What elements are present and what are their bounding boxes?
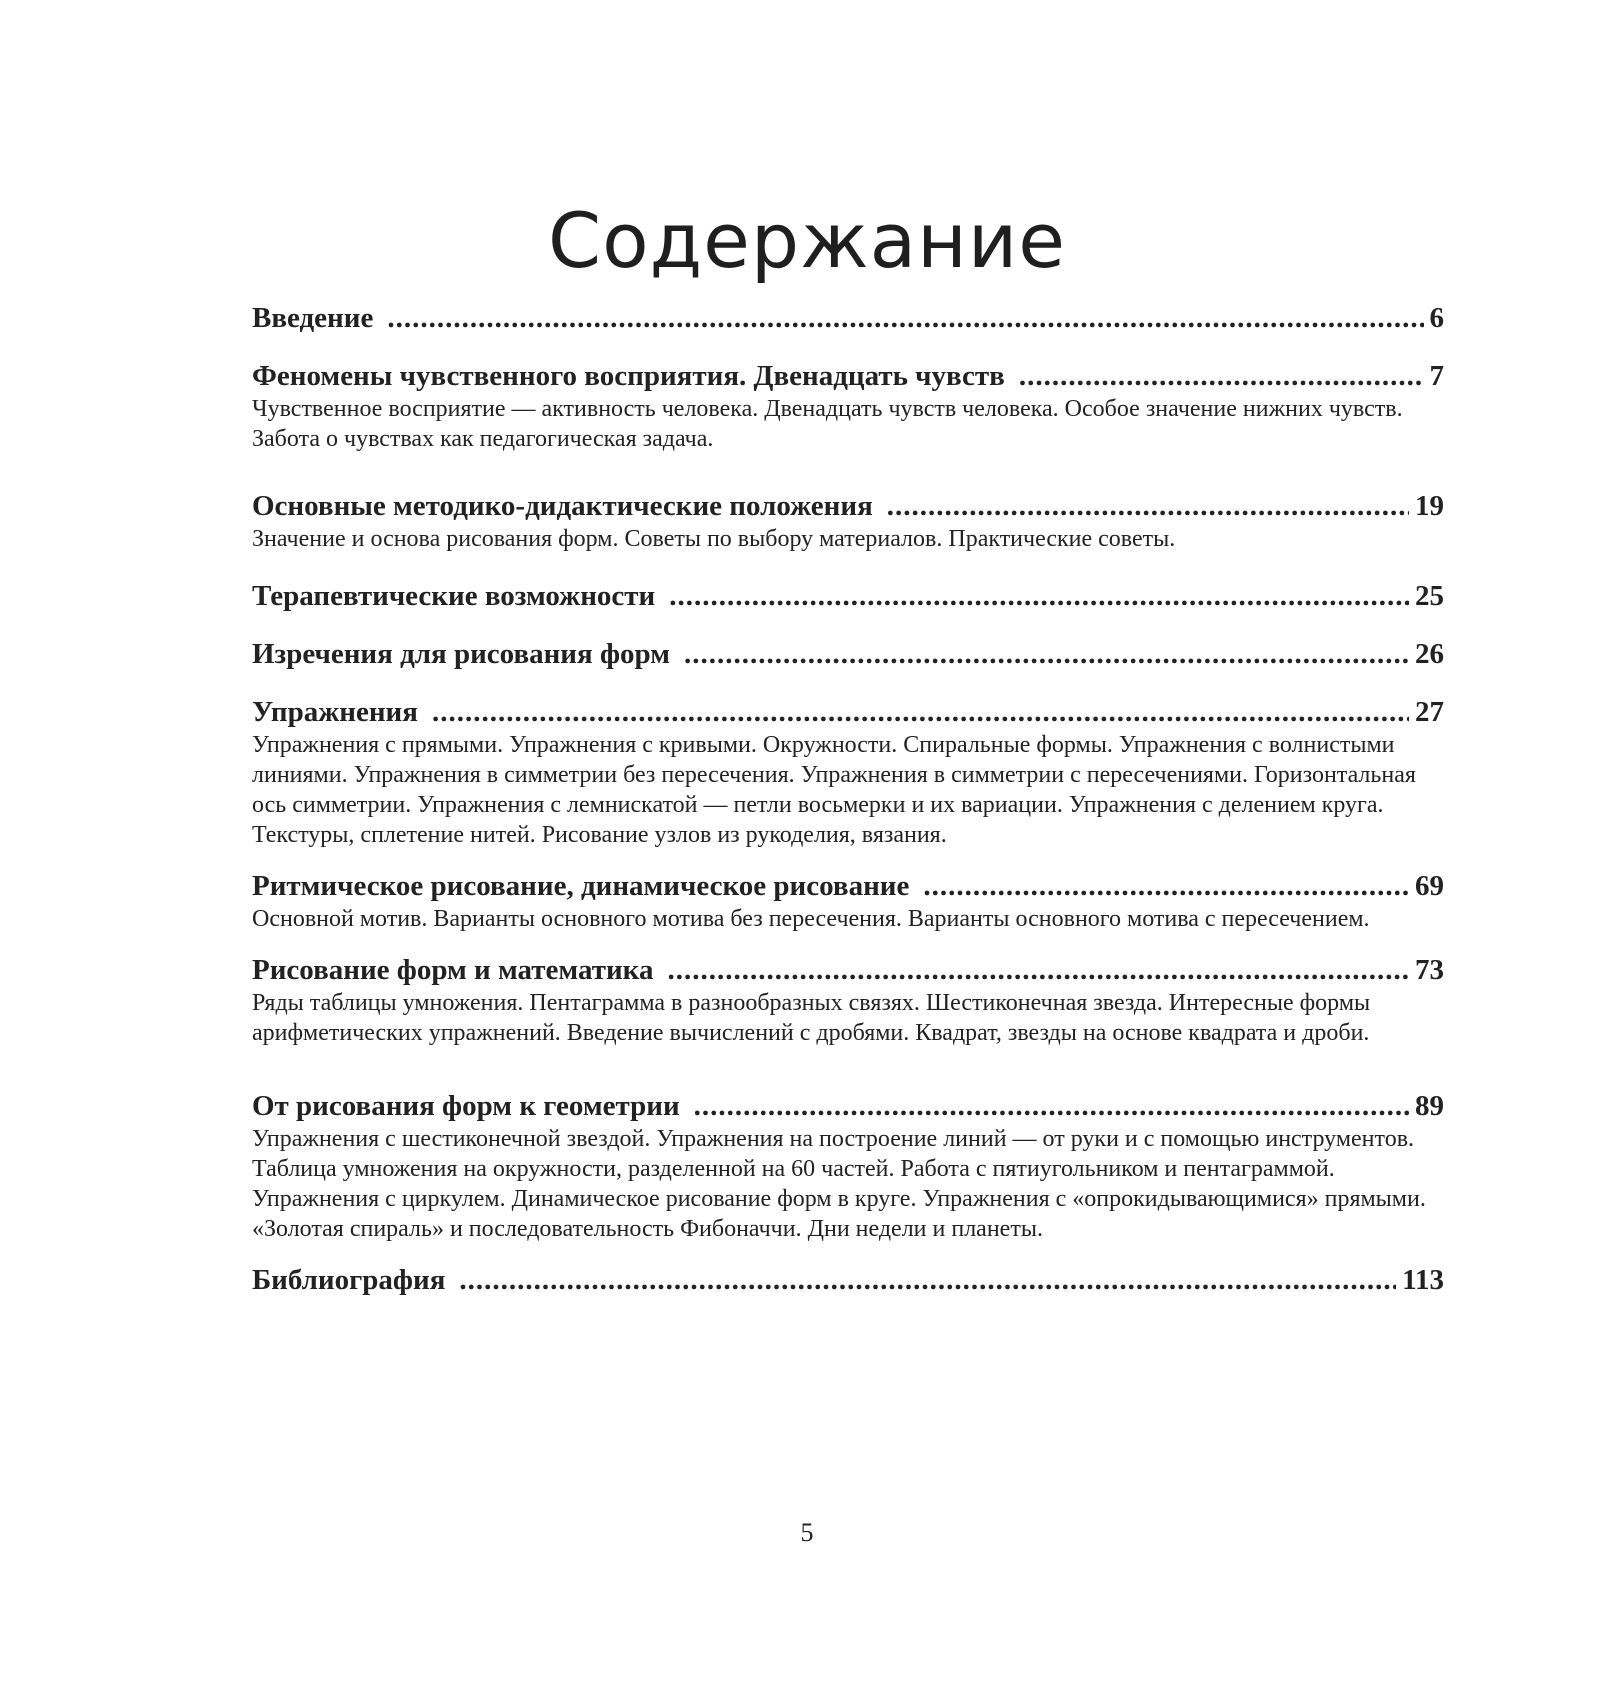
dot-leader	[887, 484, 1409, 528]
toc-entry-title: Рисование форм и математика	[252, 954, 654, 986]
toc-entry-title: Изречения для рисования форм	[252, 638, 670, 670]
dot-leader	[459, 1258, 1396, 1302]
toc-entry-title: Библиография	[252, 1264, 446, 1296]
toc-entry-heading	[252, 864, 1444, 908]
toc-entry-page: 69	[1415, 870, 1444, 902]
toc-entry-page: 89	[1415, 1090, 1444, 1122]
toc-entry-introduction	[252, 296, 1444, 340]
toc-entry-title: Упражнения	[252, 696, 418, 728]
dot-leader	[923, 864, 1409, 908]
toc-entry-senses	[252, 354, 1444, 454]
toc-entry-title: Терапевтические возможности	[252, 580, 656, 612]
toc-entry-title: Феномены чувственного восприятия. Двенадцать чувств	[252, 360, 1005, 392]
toc-entry-heading	[252, 296, 1444, 340]
dot-leader	[387, 296, 1423, 340]
toc-entry-page: 113	[1402, 1264, 1444, 1296]
toc-entry-methodology	[252, 484, 1444, 554]
toc-entry-page: 26	[1415, 638, 1444, 670]
toc-entry-page: 6	[1429, 302, 1444, 334]
dot-leader	[694, 1084, 1409, 1128]
toc-entry-page: 7	[1429, 360, 1444, 392]
toc-entry-heading	[252, 948, 1444, 992]
dot-leader	[669, 574, 1409, 618]
toc-entry-heading	[252, 1258, 1444, 1302]
toc-entry-title: Ритмическое рисование, динамическое рисование	[252, 870, 910, 902]
toc-entry-exercises	[252, 690, 1444, 850]
toc-entry-heading	[252, 1084, 1444, 1128]
dot-leader	[432, 690, 1409, 734]
toc-entry-therapy	[252, 574, 1444, 618]
page-number: 5	[800, 1518, 814, 1547]
toc-entry-description: Чувственное восприятие — активность человека. Двенадцать чувств человека. Особое значение нижних чувств. Забота о чувствах как педагогическая задача.	[252, 396, 1403, 452]
dot-leader	[684, 632, 1409, 676]
toc-entry-heading	[252, 632, 1444, 676]
toc-entry-heading	[252, 354, 1444, 398]
toc-entry-page: 27	[1415, 696, 1444, 728]
toc-entry-description: Основной мотив. Варианты основного мотива без пересечения. Варианты основного мотива с пересечением.	[252, 906, 1370, 932]
toc-entry-description: Упражнения с прямыми. Упражнения с кривыми. Окружности. Спиральные формы. Упражнения с волнистыми линиями. Упражнения в симметрии без пересечения. Упражнения в симметрии с пересечениями. Горизонтальная ось симметрии. Упражнения с лемнискатой — петли восьмерки и их вариации. Упражнения с делением круга. Текстуры, сплетение нитей. Рисование узлов из рукоделия, вязания.	[252, 732, 1416, 848]
toc-entry-rhythmic	[252, 864, 1444, 934]
table-of-contents	[252, 296, 1444, 1302]
toc-entry-title: Основные методико-дидактические положения	[252, 490, 873, 522]
toc-entry-geometry	[252, 1084, 1444, 1244]
toc-entry-page: 73	[1415, 954, 1444, 986]
toc-entry-description: Упражнения с шестиконечной звездой. Упражнения на построение линий — от руки и с помощью инструментов. Таблица умножения на окружности, разделенной на 60 частей. Работа с пятиугольником и пентаграммой. Упражнения с циркулем. Динамическое рисование форм в круге. Упражнения с «опрокидывающимися» прямыми. «Золотая спираль» и последовательность Фибоначчи. Дни недели и планеты.	[252, 1126, 1426, 1242]
toc-entry-heading	[252, 484, 1444, 528]
toc-entry-title: От рисования форм к геометрии	[252, 1090, 680, 1122]
toc-entry-heading	[252, 690, 1444, 734]
toc-entry-bibliography	[252, 1258, 1444, 1302]
dot-leader	[1019, 354, 1424, 398]
toc-entry-sayings	[252, 632, 1444, 676]
toc-entry-math	[252, 948, 1444, 1048]
page-title: Содержание	[548, 195, 1066, 285]
toc-entry-description: Значение и основа рисования форм. Советы по выбору материалов. Практические советы.	[252, 526, 1176, 552]
toc-entry-description: Ряды таблицы умножения. Пентаграмма в разнообразных связях. Шестиконечная звезда. Интересные формы арифметических упражнений. Введение вычислений с дробями. Квадрат, звезды на основе квадрата и дроби.	[252, 990, 1371, 1046]
toc-entry-page: 19	[1415, 490, 1444, 522]
toc-entry-heading	[252, 574, 1444, 618]
toc-entry-page: 25	[1415, 580, 1444, 612]
toc-entry-title: Введение	[252, 302, 374, 334]
dot-leader	[667, 948, 1409, 992]
